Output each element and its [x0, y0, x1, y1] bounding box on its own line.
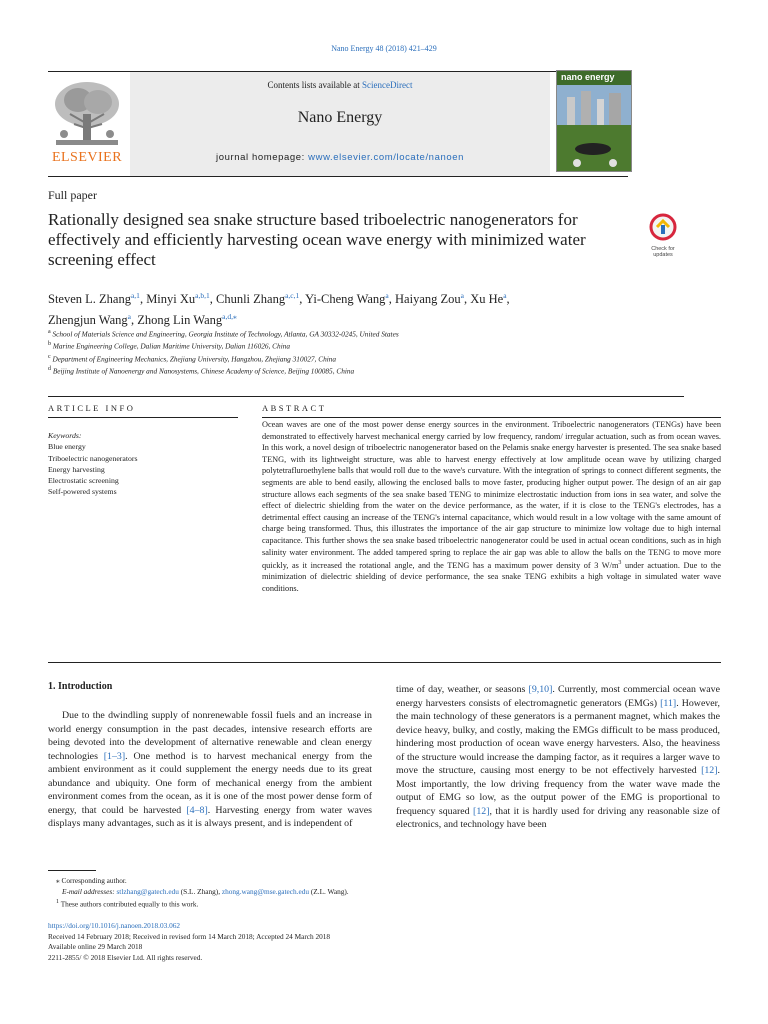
journal-cover-thumbnail[interactable]: [556, 70, 632, 172]
affiliations: [48, 327, 648, 377]
article-info-rule: [48, 417, 238, 418]
received-dates: Received 14 February 2018; Received in revised form 14 March 2018; Accepted 24 March 2018: [48, 931, 331, 941]
check-for-updates-icon: [645, 213, 681, 241]
author[interactable]: Haiyang Zou$^a$: [395, 291, 464, 307]
contents-available-line: [130, 80, 550, 90]
citation-link[interactable]: [9,10]: [528, 684, 553, 695]
journal-masthead: [48, 71, 628, 177]
author[interactable]: Yi-Cheng Wang$^a$: [305, 291, 389, 307]
masthead-center-panel: [130, 72, 550, 176]
author[interactable]: Zhengjun Wang$^a$: [48, 312, 131, 328]
corresponding-author-note: ⁎ Corresponding author.: [56, 876, 127, 885]
article-info-top-rule: [48, 396, 684, 397]
author[interactable]: Chunli Zhang$^{a,c,1}$: [216, 291, 300, 307]
citation-link[interactable]: [4–8]: [186, 804, 208, 816]
citation-link[interactable]: [12]: [473, 805, 490, 817]
homepage-prefix: journal homepage:: [216, 152, 309, 163]
sciencedirect-link[interactable]: ScienceDirect: [362, 80, 413, 90]
intro-right-column: [396, 683, 720, 832]
updates-label: updates: [653, 252, 673, 258]
doi-link[interactable]: https://doi.org/10.1016/j.nanoen.2018.03.062: [48, 921, 181, 930]
keywords-block: [48, 430, 228, 498]
author[interactable]: Xu He$^a$: [470, 291, 507, 307]
author[interactable]: Steven L. Zhang$^{a,1}$: [48, 291, 140, 307]
author[interactable]: Zhong Lin Wang$^{a,d,⁎}$: [137, 312, 237, 328]
citation-link[interactable]: [11]: [660, 697, 677, 709]
available-online: Available online 29 March 2018: [48, 942, 143, 951]
email-link[interactable]: stlzhang@gatech.edu: [116, 887, 179, 896]
copyright: 2211-2855/ © 2018 Elsevier Ltd. All rights reserved.: [48, 952, 203, 962]
keyword: Electrostatic screening: [48, 476, 119, 486]
abstract-heading: ABSTRACT: [262, 403, 327, 413]
cover-title: nano energy: [561, 72, 615, 82]
elsevier-wordmark: ELSEVIER: [51, 150, 123, 165]
keyword: Self-powered systems: [48, 487, 117, 497]
citation-link[interactable]: [1–3]: [103, 750, 126, 762]
author[interactable]: Minyi Xu$^{a,b,1}$: [146, 291, 210, 307]
affiliation: $^c$ Department of Engineering Mechanics, Zhejiang University, Hangzhou, Zhejiang 310027, China: [48, 353, 337, 364]
affiliation: $^a$ School of Materials Science and Engineering, Georgia Institute of Technology, Atlanta, GA 30332-0245, United States: [48, 329, 399, 339]
author-list: Steven L. Zhang$^{a,1}$, Minyi Xu$^{a,b,1}$, Chunli Zhang$^{a,c,1}$, Yi-Cheng Wang$^a$, Haiyang Zou$^a$, Xu He$^a$, Zhengjun Wang$^a$, Zhong Lin Wang$^{a,d,⁎}$: [48, 291, 510, 328]
journal-name: Nano Energy: [297, 109, 383, 126]
affiliation: $^b$ Marine Engineering College, Dalian Maritime University, Dalian 116026, China: [48, 341, 291, 351]
paper-type: Full paper: [48, 188, 97, 202]
check-for-updates-badge[interactable]: [645, 213, 681, 259]
footnotes: [48, 875, 548, 909]
keyword: Blue energy: [48, 442, 86, 452]
intro-left-column: [48, 709, 372, 831]
footnote-rule: [48, 870, 96, 871]
article-info-heading: ARTICLE INFO: [48, 403, 136, 413]
email-addresses: E-mail addresses: stlzhang@gatech.edu (S.L. Zhang), zhong.wang@mse.gatech.edu (Z.L. Wang).: [62, 887, 349, 896]
abstract-bottom-rule: [48, 662, 721, 663]
homepage-link[interactable]: www.elsevier.com/locate/nanoen: [308, 152, 464, 163]
contents-prefix: Contents lists available at: [267, 80, 362, 90]
abstract-text: Ocean waves are one of the most power dense energy sources in the environment. Triboelectric nanogenerators (TENGs) have been demonstrated to effectively harvest mechanical energy carried by low frequency, random/ irregular actuation, such as from ocean waves. In this work, a novel design of triboelectric nanogenerator based on the Pelamis snake energy harvester is presented. The sea snake based TENG, with its lightweight structure, was able to harvest energy effectively at low amplitude ocean wave by utilizing charged polytetrafluroethylene balls that would roll due to the wave's curvature. With the integration of springs to connect different segments, the segments are able to bend easily, allowing the enclosed balls to move faster, producing higher output power. The design of an air gap structure allows each segments of the sea snake based TENG to minimize electrostatic induction from ions in sea water, and solve the effect of dielectric shielding from the water on the device performance, as the water, if it is close to the TENG's electrodes, has a detrimental effect causing an increase of the TENG's internal capacitance, which would result in a low voltage with the same amount of charge being transformed. Thus, this illustrates the importance of the air gap structure to minimize low voltage due to high internal capacitance. This further shows the sea snake based triboelectric nanogenerator could be used in actual ocean conditions, such as in high salinity water environment. The added tampered spring to replace the air gap was able to allow the balls on the TENG to move more quickly, as it increased the rotational angle, and the TENG has a maximum power density of 3 $W/m^3$ under actuation. Due to the minimization of dielectric shielding of device performance, the sea snake TENG exhibits a high voltage in simulated water wave conditions.: [262, 420, 721, 594]
email-link[interactable]: zhong.wang@mse.gatech.edu: [221, 887, 310, 896]
paper-title: Rationally designed sea snake structure based triboelectric nanogenerators for effectively and efficiently harvesting ocean wave energy with minimized water screening effect: [48, 210, 586, 269]
journal-homepage-line: [130, 152, 550, 163]
affiliation: $^d$ Beijing Institute of Nanoenergy and Nanosystems, Chinese Academy of Science, Beijing 100085, China: [48, 366, 355, 376]
abstract-rule: [262, 417, 721, 418]
citation-link[interactable]: [12]: [701, 765, 718, 776]
introduction-heading: 1. Introduction: [48, 681, 113, 692]
keyword: Triboelectric nanogenerators: [48, 453, 138, 463]
cover-image-icon: [557, 71, 631, 171]
keyword: Energy harvesting: [48, 464, 105, 474]
intro-paragraph: Due to the dwindling supply of nonrenewable fossil fuels and an increase in world energy consumption in the past decades, intensive research efforts are being devoted into the development of alternative renewable and clean energy technologies [1–3]. One method is to harvest mechanical energy from the ambient environment as it could supplement the energy needs due to its great abundance and ubiquity. One form of mechanical energy from the ambient environment comes from the ocean, as it is one of the most power dense form of energy, that could be harvested [4–8]. Harvesting energy from water waves displays many advantages, such as it is always present, and is independent of: [48, 710, 372, 829]
article-history: [48, 921, 548, 963]
check-for-label: Check for: [651, 246, 675, 252]
keywords-label: Keywords:: [48, 431, 82, 440]
journal-reference[interactable]: Nano Energy 48 (2018) 421–429: [331, 44, 437, 53]
intro-paragraph: time of day, weather, or seasons [9,10]. Currently, most commercial ocean wave energy harvesters consists of electromagnetic generators (EMGs) [11]. However, the main technology of these generators is a permanent magnet, which makes the device heavy, bulky, and costly, making the EMGs difficult to be mass produced, hindering most production of ocean wave energy harvesters. Also, the heaviness of the structure would increase the damping factor, as it requires a larger wave to move the structure, causing most energy to be not effectively harvested [12]. Most importantly, the low driving frequency from the water wave made the output of EMG so low, as the output power of the EMG is proportional to frequency squared [12], that it is hardly used for driving any reasonable size of electronics, and technology have been: [396, 684, 721, 830]
equal-contribution-note: $^1$ These authors contributed equally to this work.: [56, 899, 199, 909]
